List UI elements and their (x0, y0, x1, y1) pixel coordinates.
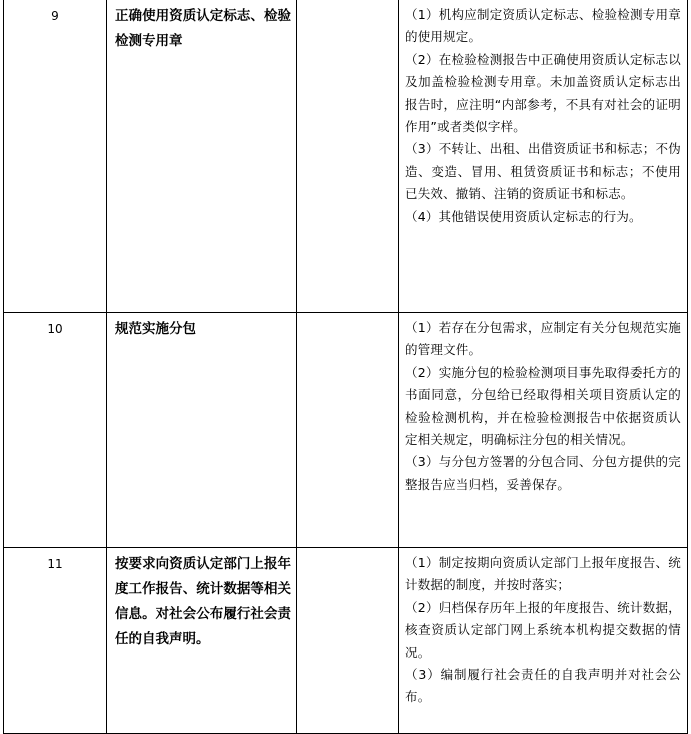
row-number: 11 (4, 548, 107, 734)
requirement-item: （1）制定按期向资质认定部门上报年度报告、统计数据的制度，并按时落实； (405, 555, 681, 593)
requirements-cell (399, 548, 688, 734)
row-title: 按要求向资质认定部门上报年度工作报告、统计数据等相关信息。对社会公布履行社会责任的自我声明。 (107, 548, 297, 734)
requirements-table (3, 0, 688, 734)
requirements-cell (399, 0, 688, 313)
requirement-item: （1）若存在分包需求，应制定有关分包规范实施的管理文件。 (405, 320, 681, 358)
table-row (4, 313, 688, 548)
requirement-item: （2）归档保存历年上报的年度报告、统计数据，核查资质认定部门网上系统本机构提交数据的情况。 (405, 599, 681, 660)
requirement-item: （2）在检验检测报告中正确使用资质认定标志以及加盖检验检测专用章。未加盖资质认定标志出报告时，应注明“内部参考，不具有对社会的证明作用”或者类似字样。 (405, 51, 681, 135)
table-row (4, 0, 688, 313)
table-row (4, 548, 688, 734)
row-title: 正确使用资质认定标志、检验检测专用章 (107, 0, 297, 313)
blank-cell (297, 0, 399, 313)
row-number: 10 (4, 313, 107, 548)
requirement-item: （2）实施分包的检验检测项目事先取得委托方的书面同意，分包给已经取得相关项目资质认定的检验检测机构，并在检验检测报告中依据资质认定相关规定，明确标注分包的相关情况。 (405, 364, 681, 448)
row-title: 规范实施分包 (107, 313, 297, 548)
requirement-item: （3）不转让、出租、出借资质证书和标志；不伪造、变造、冒用、租赁资质证书和标志；不使用已失效、撤销、注销的资质证书和标志。 (405, 141, 681, 202)
requirement-item: （4）其他错误使用资质认定标志的行为。 (405, 208, 642, 224)
requirement-item: （1）机构应制定资质认定标志、检验检测专用章的使用规定。 (405, 7, 681, 45)
requirements-cell (399, 313, 688, 548)
row-number: 9 (4, 0, 107, 313)
blank-cell (297, 313, 399, 548)
blank-cell (297, 548, 399, 734)
requirement-item: （3）编制履行社会责任的自我声明并对社会公布。 (405, 667, 681, 705)
requirement-item: （3）与分包方签署的分包合同、分包方提供的完整报告应当归档，妥善保存。 (405, 454, 681, 492)
